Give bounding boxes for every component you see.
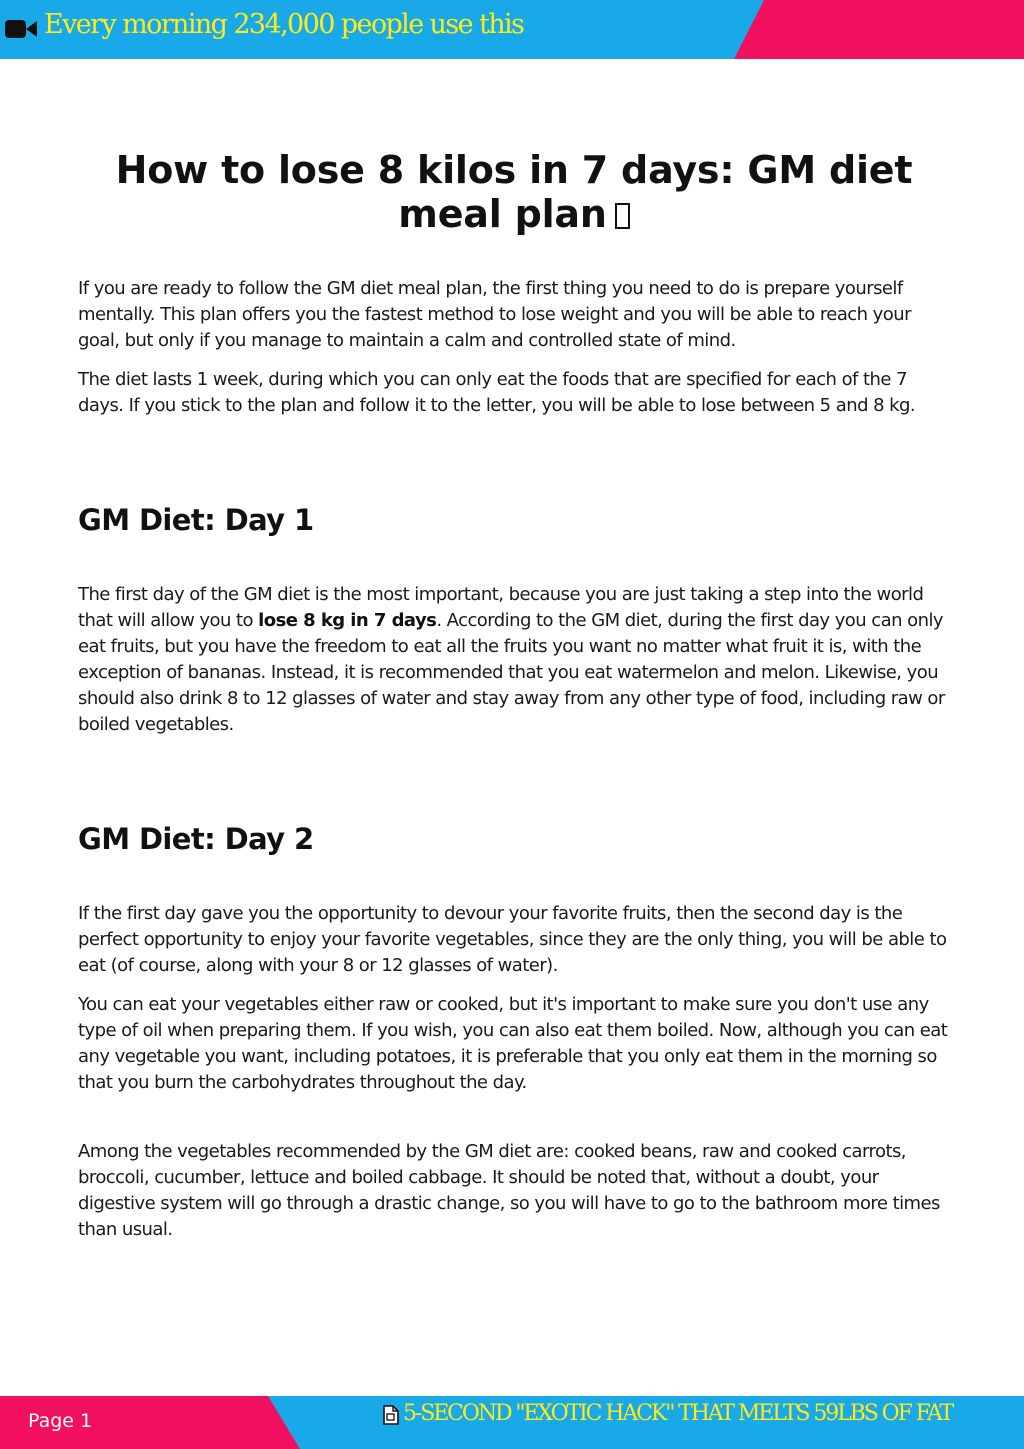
top-banner: [0, 0, 1024, 59]
section-heading-day-2: GM Diet: Day 2: [78, 822, 314, 856]
top-promo-link[interactable]: Every morning 234,000 people use this: [44, 9, 524, 40]
missing-glyph-box: [615, 203, 630, 229]
section-heading-day-1: GM Diet: Day 1: [78, 503, 314, 537]
banner-accent-wedge: [734, 0, 1024, 59]
article: [78, 148, 950, 1256]
page-title: [78, 148, 950, 236]
bottom-promo-link[interactable]: 5-SECOND "EXOTIC HACK" THAT MELTS 59LBS OF FAT: [403, 1401, 953, 1426]
day-1-paragraph: [78, 582, 950, 738]
day-2-paragraph: Among the vegetables recommended by the GM diet are: cooked beans, raw and cooked carrots, broccoli, cucumber, lettuce and boiled cabbage. It should be noted that, without a doubt, your digestive system will go through a drastic change, so you will have to go to the bathroom more times than usual.: [78, 1141, 940, 1240]
page-title-text: How to lose 8 kilos in 7 days: GM diet meal plan: [115, 148, 913, 236]
day-1-text-end: . According to the GM diet, during the first day you can only eat fruits, but you have the freedom to eat all the fruits you want no matter what fruit it is, with the exception of bananas. Instead, it is recommended that you eat watermelon and melon. Likewise, you should also drink 8 to 12 glasses of water and stay away from any other type of food, including raw or boiled vegetables.: [78, 610, 945, 735]
intro-paragraph: If you are ready to follow the GM diet meal plan, the first thing you need to do is prepare yourself mentally. This plan offers you the fastest method to lose weight and you will be able to reach your goal, but only if you manage to maintain a calm and controlled state of mind.: [78, 278, 911, 351]
intro-paragraph: The diet lasts 1 week, during which you can only eat the foods that are specified for each of the 7 days. If you stick to the plan and follow it to the letter, you will be able to lose between 5 and 8 kg.: [78, 369, 916, 416]
day-2-paragraph: You can eat your vegetables either raw or cooked, but it's important to make sure you don't use any type of oil when preparing them. If you wish, you can also eat them boiled. Now, although you can eat any vegetable you want, including potatoes, it is preferable that you only eat them in the morning so that you burn the carbohydrates throughout the day.: [78, 994, 948, 1093]
video-camera-icon: [5, 19, 37, 39]
bottom-banner: [0, 1396, 1024, 1449]
day-1-text-start: The first day of the GM diet is the most important, because you are just taking a step into the world that will allow you to: [78, 584, 924, 631]
page-number: Page 1: [28, 1410, 93, 1432]
day-1-bold-phrase: lose 8 kg in 7 days: [258, 610, 437, 631]
day-2-paragraph: If the first day gave you the opportunity to devour your favorite fruits, then the second day is the perfect opportunity to enjoy your favorite vegetables, since they are the only thing, you will be able to eat (of course, along with your 8 or 12 glasses of water).: [78, 903, 947, 976]
document-icon: [382, 1405, 400, 1425]
